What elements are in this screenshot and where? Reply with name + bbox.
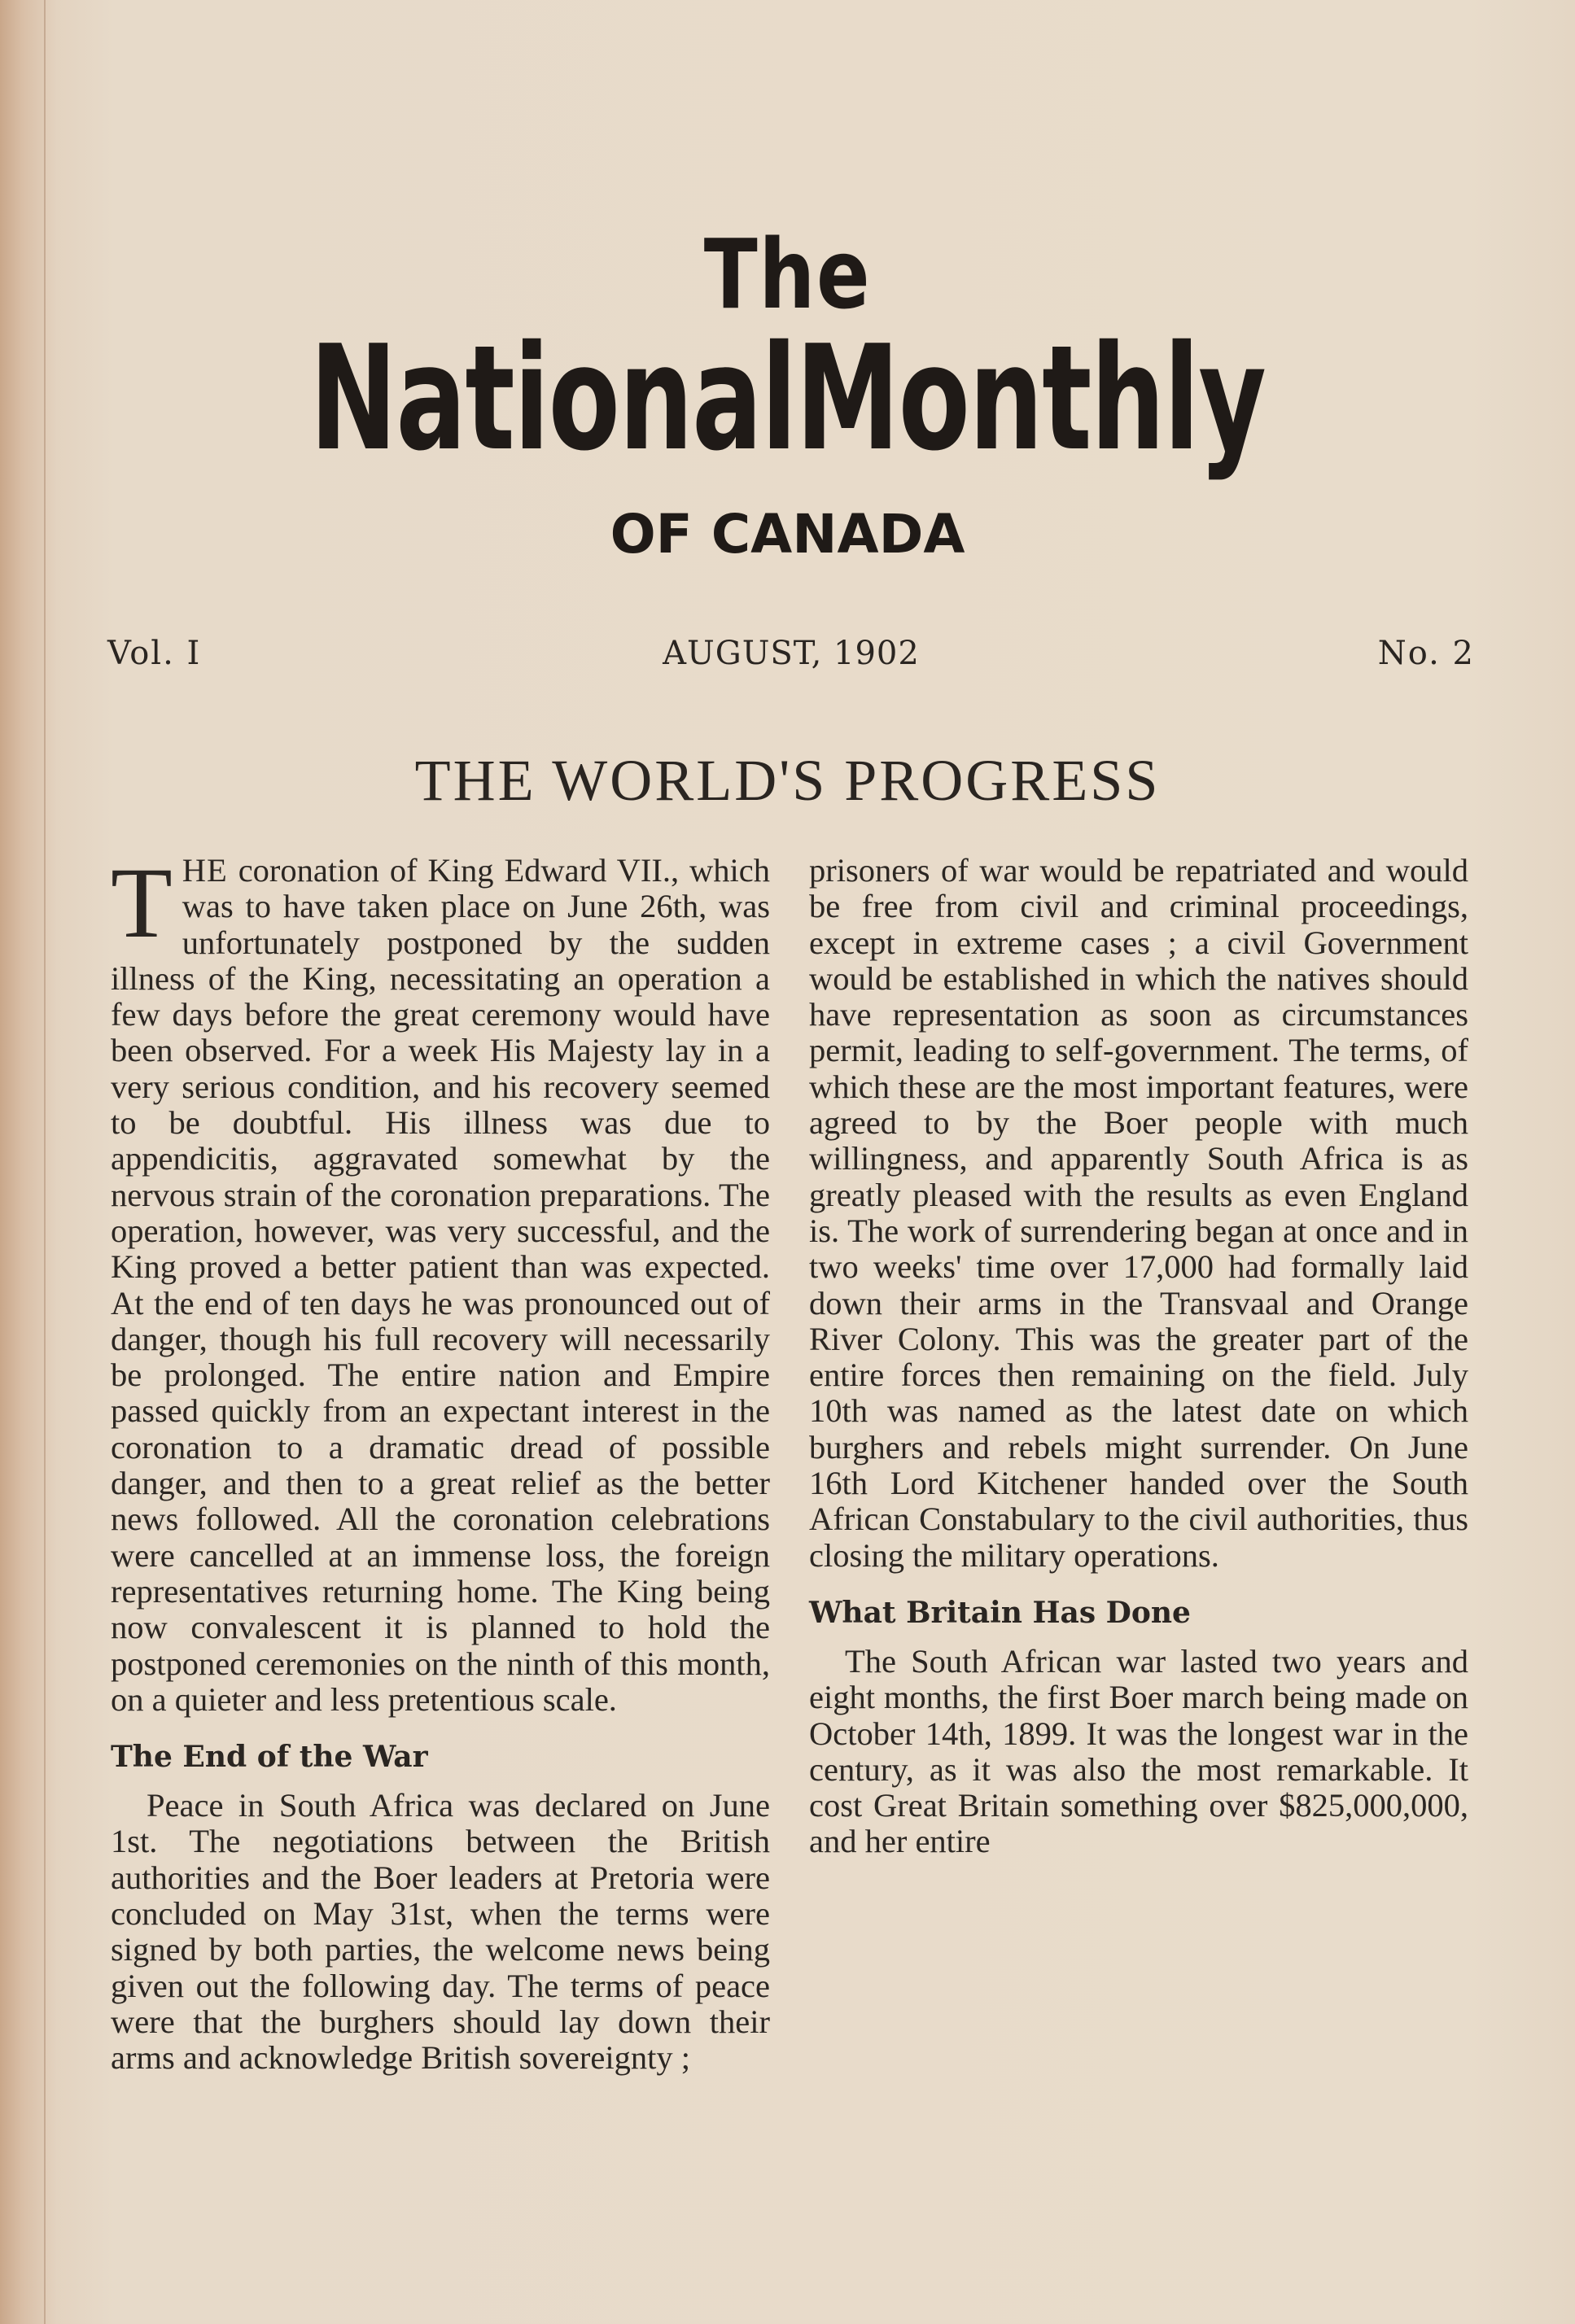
section-paragraph-end-of-war-continued: prisoners of war would be repatriated and would be free from civil and criminal proceedings, except in extreme cases ; a civil Government would be established in which the natives should have representation as soon as circumstances permit, leading to self-government. The terms, of which these are the most important features, were agreed to by the Boer people with much willingness, and apparently South Africa is as greatly pleased with the results as even England is. The work of surrendering began at once and in two weeks' time over 17,000 had formally laid down their arms in the Transvaal and Orange River Colony. This was the greater part of the entire forces then remaining on the field. July 10th was named as the latest date on which burghers and rebels might surrender. On June 16th Lord Kitchener handed over the South African Constabulary to the civil authorities, thus closing the military operations. (809, 852, 1468, 1574)
column-left (111, 847, 770, 2077)
column-right (809, 853, 1468, 1860)
lead-caps: HE (182, 852, 228, 889)
section-heading-end-of-war: The End of the War (111, 1740, 428, 1775)
section-paragraph-end-of-war: Peace in South Africa was declared on June 1st. The negotiations between the British authorities and the Boer leaders at Pretoria were concluded on May 31st, when the terms were signed by both parties, the welcome news being given out the following day. The terms of peace were that the burghers should lay down their arms and acknowledge British sovereignty ; (111, 1787, 770, 2077)
issue-line (107, 635, 1475, 684)
intro-text: coronation of King Edward VII., which was to have taken place on June 26th, was unfortunately postponed by the sudden illness of the King, necessitating an operation a few days before the great ceremony would have been observed. For a week His Majesty lay in a very serious condition, and his recovery seemed to be doubtful. His illness was due to appendicitis, aggravated somewhat by the nervous strain of the coronation preparations. The operation, however, was very successful, and the King proved a better patient than was expected. At the end of ten days he was pronounced out of danger, though his full recovery will necessarily be prolonged. The entire nation and Empire passed quickly from an expectant interest in the coronation to a dramatic dread of possible danger, and then to a great relief as the better news followed. All the coronation celebrations were cancelled at an immense loss, the foreign representatives returning home. The King being now convalescent it is planned to hold the postponed ceremonies on the ninth of this month, on a quieter and less pretentious scale. (111, 852, 770, 1718)
issue-volume: Vol. I (107, 635, 202, 672)
masthead-title: NationalMonthly (309, 314, 1266, 483)
issue-date: AUGUST, 1902 (663, 635, 920, 672)
binding-gutter (44, 0, 46, 2324)
section-heading-what-britain: What Britain Has Done (809, 1595, 1191, 1630)
issue-number: No. 2 (1377, 635, 1475, 672)
masthead-article: The (703, 218, 872, 330)
section-paragraph-what-britain: The South African war lasted two years and eight months, the first Boer march being made on October 14th, 1899. It was the longest war in the century, as it was also the most remarkable. It cost Great Britain something over $825,000,000, and her entire (809, 1642, 1468, 1860)
intro-paragraph (111, 847, 770, 1718)
masthead-subtitle: OF CANADA (610, 503, 965, 566)
drop-cap: T (111, 847, 173, 959)
article-title: THE WORLD'S PROGRESS (414, 748, 1161, 813)
